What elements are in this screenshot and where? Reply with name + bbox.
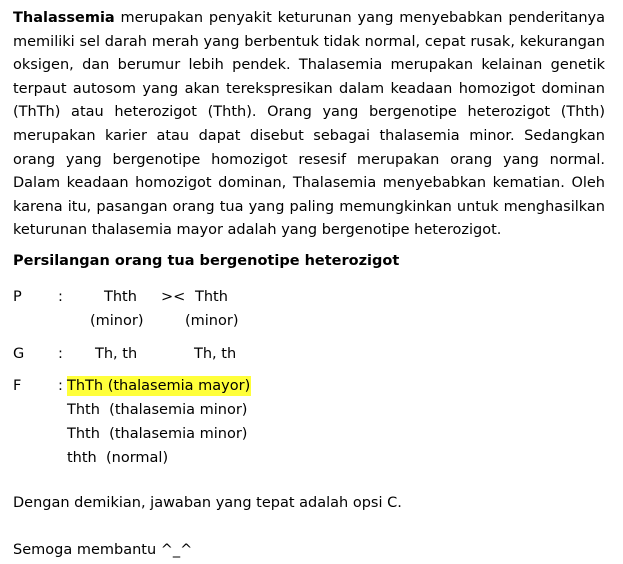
f-offspring-4 [67,448,168,468]
f-offspring-4-genotype: thth [67,450,97,466]
intro-term: Thalassemia [13,10,115,26]
closing-text: Semoga membantu ^_^ [13,542,193,558]
f-offspring-3-phenotype: (thalasemia minor) [109,426,248,442]
p-parent2-note: (minor) [185,313,239,329]
g-label: G [13,346,25,362]
intro-paragraph [13,7,605,243]
f-offspring-3 [67,424,247,444]
f-offspring-1-phenotype: (thalasemia mayor) [107,378,251,394]
p-cross-symbol: >< [161,289,186,305]
p-parent1: Thth [104,289,137,305]
conclusion-text: Dengan demikian, jawaban yang tepat adalah opsi C. [13,495,402,511]
p-parent2: Thth [195,289,228,305]
f-offspring-3-genotype: Thth [67,426,100,442]
p-label: P [13,289,22,305]
p-colon: : [58,289,63,305]
f-colon: : [58,378,63,394]
f-offspring-2-genotype: Thth [67,402,100,418]
f-offspring-2 [67,400,247,420]
f-offspring-1-highlighted [67,376,251,396]
document-body [13,7,605,558]
f-offspring-2-phenotype: (thalasemia minor) [109,402,248,418]
g-gamete1: Th, th [95,346,138,362]
f-offspring-1-genotype: ThTh [67,378,104,394]
cross-heading: Persilangan orang tua bergenotipe heterozigot [13,253,400,269]
f-offspring-4-phenotype: (normal) [105,450,169,466]
g-colon: : [58,346,63,362]
intro-text: merupakan penyakit keturunan yang menyebabkan penderitanya memiliki sel darah merah yang berbentuk tidak normal, cepat rusak, kekurangan oksigen, dan berumur lebih pendek. Thalasemia merupakan kelainan genetik terpaut autosom yang akan terekspresikan dalam keadaan homozigot dominan (ThTh) atau heterozigot (Thth). Orang yang bergenotipe heterozigot (Thth) merupakan karier atau dapat disebut sebagai thalasemia minor. Sedangkan orang yang bergenotipe homozigot resesif merupakan orang yang normal. Dalam keadaan homozigot dominan, Thalasemia menyebabkan kematian. Oleh karena itu, pasangan orang tua yang paling memungkinkan untuk menghasilkan keturunan thalasemia mayor adalah yang bergenotipe heterozigot. [13,10,605,239]
p-parent1-note: (minor) [90,313,144,329]
g-gamete2: Th, th [194,346,237,362]
f-label: F [13,378,22,394]
